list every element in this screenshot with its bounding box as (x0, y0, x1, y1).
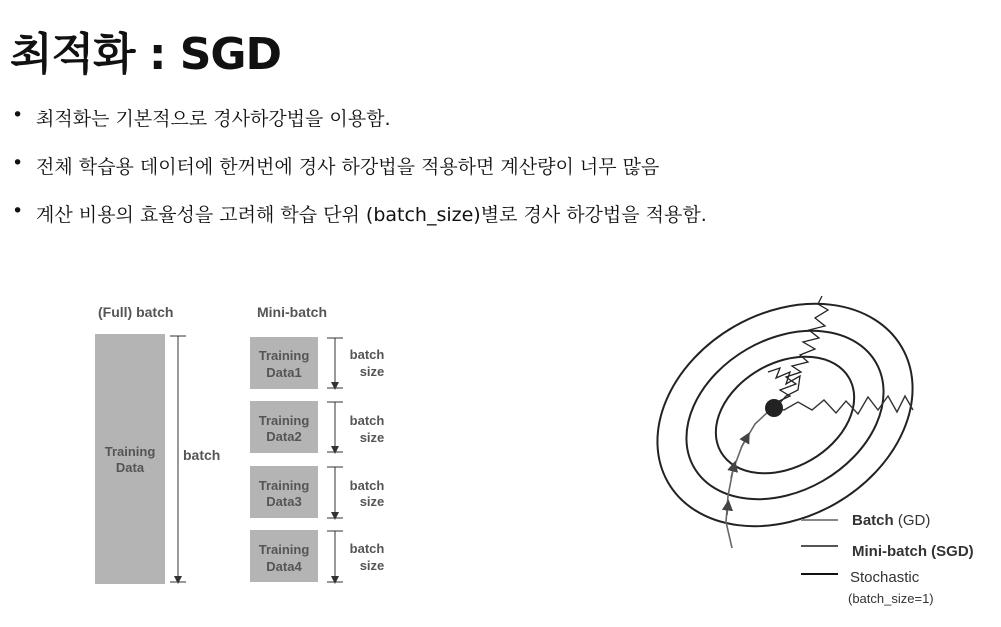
mini-block-text: Training (258, 478, 310, 493)
mini-block-text: Training (258, 413, 310, 428)
mini-block-text: Training (258, 348, 310, 363)
mini-batch-label: Mini-batch (257, 304, 327, 320)
mini-batch-block-1 (250, 337, 384, 389)
mini-block-size-text: size (359, 558, 385, 573)
legend-batch-rest: (GD) (893, 512, 931, 529)
mini-block-text: Data3 (266, 494, 302, 509)
bullet-item: • 최적화는 기본적으로 경사하강법을 이용함. (12, 104, 707, 152)
mini-block-size-text: batch (349, 347, 385, 362)
legend (801, 512, 974, 606)
mini-batch-sgd-path (777, 396, 913, 414)
mini-block-text: Data2 (266, 429, 302, 444)
bullet-item: • 계산 비용의 효율성을 고려해 학습 단위 (batch_size)별로 경사 하강법을 적용함. (12, 200, 707, 248)
batch-gd-arrow (741, 437, 747, 448)
page-title: 최적화 : SGD (10, 29, 282, 80)
mini-block-text: Training (258, 542, 310, 557)
mini-batch-block-4 (250, 530, 384, 582)
stochastic-path (772, 296, 828, 410)
legend-label-stochastic-sub: (batch_size=1) (848, 591, 934, 606)
full-batch-arrow-label: batch (183, 447, 221, 463)
bullet-item: • 전체 학습용 데이터에 한꺼번에 경사 하강법을 적용하면 계산량이 너무 많음 (12, 152, 707, 200)
mini-block-size-text: batch (349, 478, 385, 493)
mini-block-size-text: batch (349, 413, 385, 428)
legend-label-batch (852, 512, 930, 529)
full-block-text: Data (115, 460, 145, 475)
minimum-point (765, 399, 783, 417)
mini-block-size-text: size (359, 364, 385, 379)
full-batch-block (95, 334, 165, 584)
mini-block-size-text: batch (349, 541, 385, 556)
mini-block-text: Data1 (266, 365, 302, 380)
legend-mini-rest: (SGD) (927, 543, 974, 560)
batch-diagram (0, 0, 480, 627)
batch-gd-path (726, 410, 770, 548)
mini-batch-block-3 (250, 466, 384, 518)
mini-block-size-text: size (359, 430, 385, 445)
mini-batch-block-2 (250, 401, 384, 453)
mini-block-text: Data4 (266, 559, 302, 574)
mini-block-size-text: size (359, 494, 385, 509)
full-batch-label: (Full) batch (98, 304, 174, 320)
full-block-text: Training (104, 444, 156, 459)
optimization-path-diagram (620, 280, 1001, 627)
batch-gd-arrow (727, 505, 728, 515)
legend-label-mini-batch (852, 543, 974, 560)
legend-mini-bold: Mini-batch (852, 543, 927, 560)
legend-batch-bold: Batch (852, 512, 894, 529)
legend-label-stochastic: Stochastic (850, 569, 920, 586)
